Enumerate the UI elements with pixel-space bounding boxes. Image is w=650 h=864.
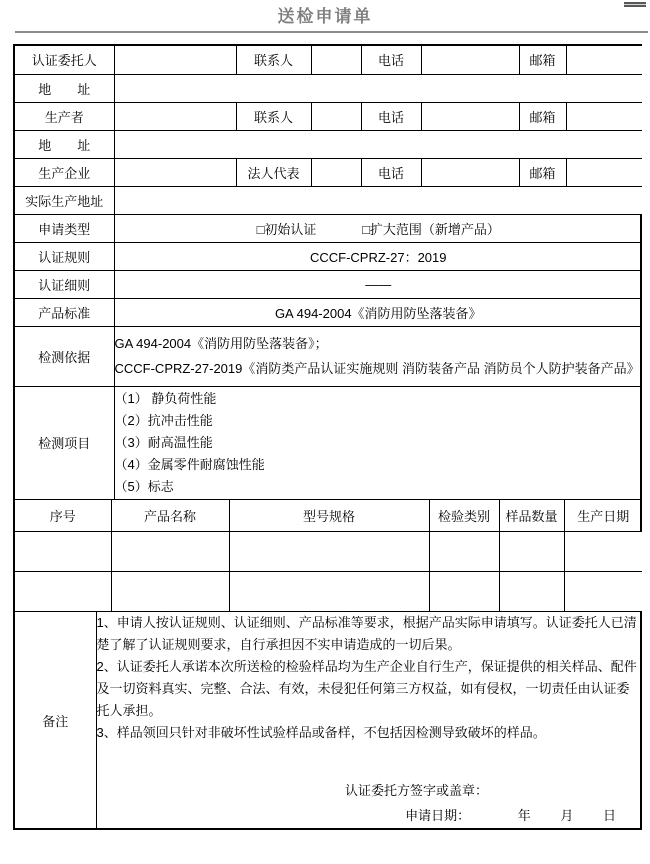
producer-address-cell[interactable] [114,130,642,158]
test-item: （1） 静负荷性能 [114,390,217,406]
remarks-content [96,612,642,828]
product-production-date-cell[interactable] [564,572,642,612]
product-header-row [15,500,642,532]
producer-email-label: 邮箱 [519,102,566,130]
factory-legal-rep-label: 法人代表 [236,158,311,186]
application-type-row [15,214,642,242]
signature-label: 认证委托方签字或盖章： [344,783,488,798]
product-production-date-cell[interactable] [564,532,642,572]
corner-watermark [624,0,646,7]
test-items-cell [114,386,642,499]
day-label: 日 [602,808,616,823]
producer-phone-cell[interactable] [421,102,519,130]
product-serial-cell[interactable] [15,572,111,612]
applicant-phone-label: 电话 [361,46,421,74]
producer-row [15,102,642,130]
date-label: 申请日期： [405,808,471,823]
producer-phone-label: 电话 [361,102,421,130]
page-title: 送检申请单 [277,7,373,26]
factory-email-label: 邮箱 [519,158,566,186]
checkbox-expand-scope[interactable]: □扩大范围（新增产品） [362,221,500,237]
signature-block [97,778,643,828]
cert-detail-label: 认证细则 [15,270,114,298]
product-standard-label: 产品标准 [15,298,114,326]
header-serial-no: 序号 [15,500,111,532]
signature-line [97,778,643,803]
product-row [15,532,642,572]
test-items-row [15,386,642,499]
product-serial-cell[interactable] [15,532,111,572]
test-basis-label: 检测依据 [15,326,114,386]
applicant-name-cell[interactable] [114,46,236,74]
test-item: （2）抗冲击性能 [114,412,213,428]
application-type-label: 申请类型 [15,214,114,242]
test-basis-line: GA 494-2004《消防用防坠落装备》； [114,336,328,351]
cert-detail-value: —— [114,270,642,298]
product-inspection-type-cell[interactable] [429,572,499,612]
product-table [15,500,642,613]
product-model-cell[interactable] [229,532,429,572]
header-product-name: 产品名称 [111,500,229,532]
info-table [15,46,642,500]
title-divider [15,31,648,33]
remarks-paragraph: 1、申请人按认证规则、认证细则、产品标准等要求，根据产品实际申请填写。认证委托人已清楚了解了认证规则要求，自行承担因不实申请造成的一切后果。 [96,615,637,652]
product-model-cell[interactable] [229,572,429,612]
producer-contact-label: 联系人 [236,102,311,130]
product-sample-qty-cell[interactable] [499,572,564,612]
factory-address-cell[interactable] [114,186,642,214]
remarks-table [15,612,642,828]
producer-name-cell[interactable] [114,102,236,130]
producer-address-label: 地 址 [15,130,114,158]
producer-email-cell[interactable] [566,102,642,130]
producer-contact-cell[interactable] [311,102,361,130]
factory-legal-rep-cell[interactable] [311,158,361,186]
year-label: 年 [517,808,531,823]
factory-label: 生产企业 [15,158,114,186]
test-item: （3）耐高温性能 [114,434,213,450]
remarks-row [15,612,642,828]
remarks-label: 备注 [15,612,96,828]
applicant-contact-cell[interactable] [311,46,361,74]
test-basis-line: CCCF-CPRZ-27-2019《消防类产品认证实施规则 消防装备产品 消防员个人防护装备产品》 [114,361,640,376]
checkbox-initial-certification[interactable]: □初始认证 [256,221,317,237]
application-form [13,44,642,830]
product-sample-qty-cell[interactable] [499,532,564,572]
test-items-label: 检测项目 [15,386,114,499]
factory-row [15,158,642,186]
test-item: （4）金属零件耐腐蚀性能 [114,456,265,472]
product-name-cell[interactable] [111,572,229,612]
applicant-contact-label: 联系人 [236,46,311,74]
application-type-cell [114,214,642,242]
applicant-address-cell[interactable] [114,74,642,102]
header-inspection-type: 检验类别 [429,500,499,532]
month-label: 月 [560,808,574,823]
remarks-paragraph: 2、认证委托人承诺本次所送检的检验样品均为生产企业自行生产，保证提供的相关样品、配件及一切资料真实、完整、合法、有效，未侵犯任何第三方权益，如有侵权，一切责任由认证委托人承担。 [96,659,637,718]
cert-detail-row [15,270,642,298]
header-model-spec: 型号规格 [229,500,429,532]
remarks-paragraph: 3、样品领回只针对非破坏性试验样品或备样，不包括因检测导致破坏的样品。 [96,725,546,740]
test-basis-cell [114,326,642,386]
cert-rule-row [15,242,642,270]
factory-address-row [15,186,642,214]
applicant-address-row [15,74,642,102]
factory-phone-cell[interactable] [421,158,519,186]
applicant-email-label: 邮箱 [519,46,566,74]
applicant-address-label: 地 址 [15,74,114,102]
product-row [15,572,642,612]
product-standard-value: GA 494-2004《消防用防坠落装备》 [114,298,642,326]
factory-email-cell[interactable] [566,158,642,186]
header-sample-qty: 样品数量 [499,500,564,532]
factory-address-label: 实际生产地址 [15,186,114,214]
product-standard-row [15,298,642,326]
applicant-phone-cell[interactable] [421,46,519,74]
factory-phone-label: 电话 [361,158,421,186]
application-date-line [97,803,643,828]
producer-label: 生产者 [15,102,114,130]
factory-name-cell[interactable] [114,158,236,186]
test-basis-row [15,326,642,386]
test-item: （5）标志 [114,478,174,494]
product-name-cell[interactable] [111,532,229,572]
producer-address-row [15,130,642,158]
applicant-email-cell[interactable] [566,46,642,74]
cert-rule-value: CCCF-CPRZ-27：2019 [114,242,642,270]
applicant-label: 认证委托人 [15,46,114,74]
applicant-row [15,46,642,74]
cert-rule-label: 认证规则 [15,242,114,270]
header-production-date: 生产日期 [564,500,642,532]
product-inspection-type-cell[interactable] [429,532,499,572]
